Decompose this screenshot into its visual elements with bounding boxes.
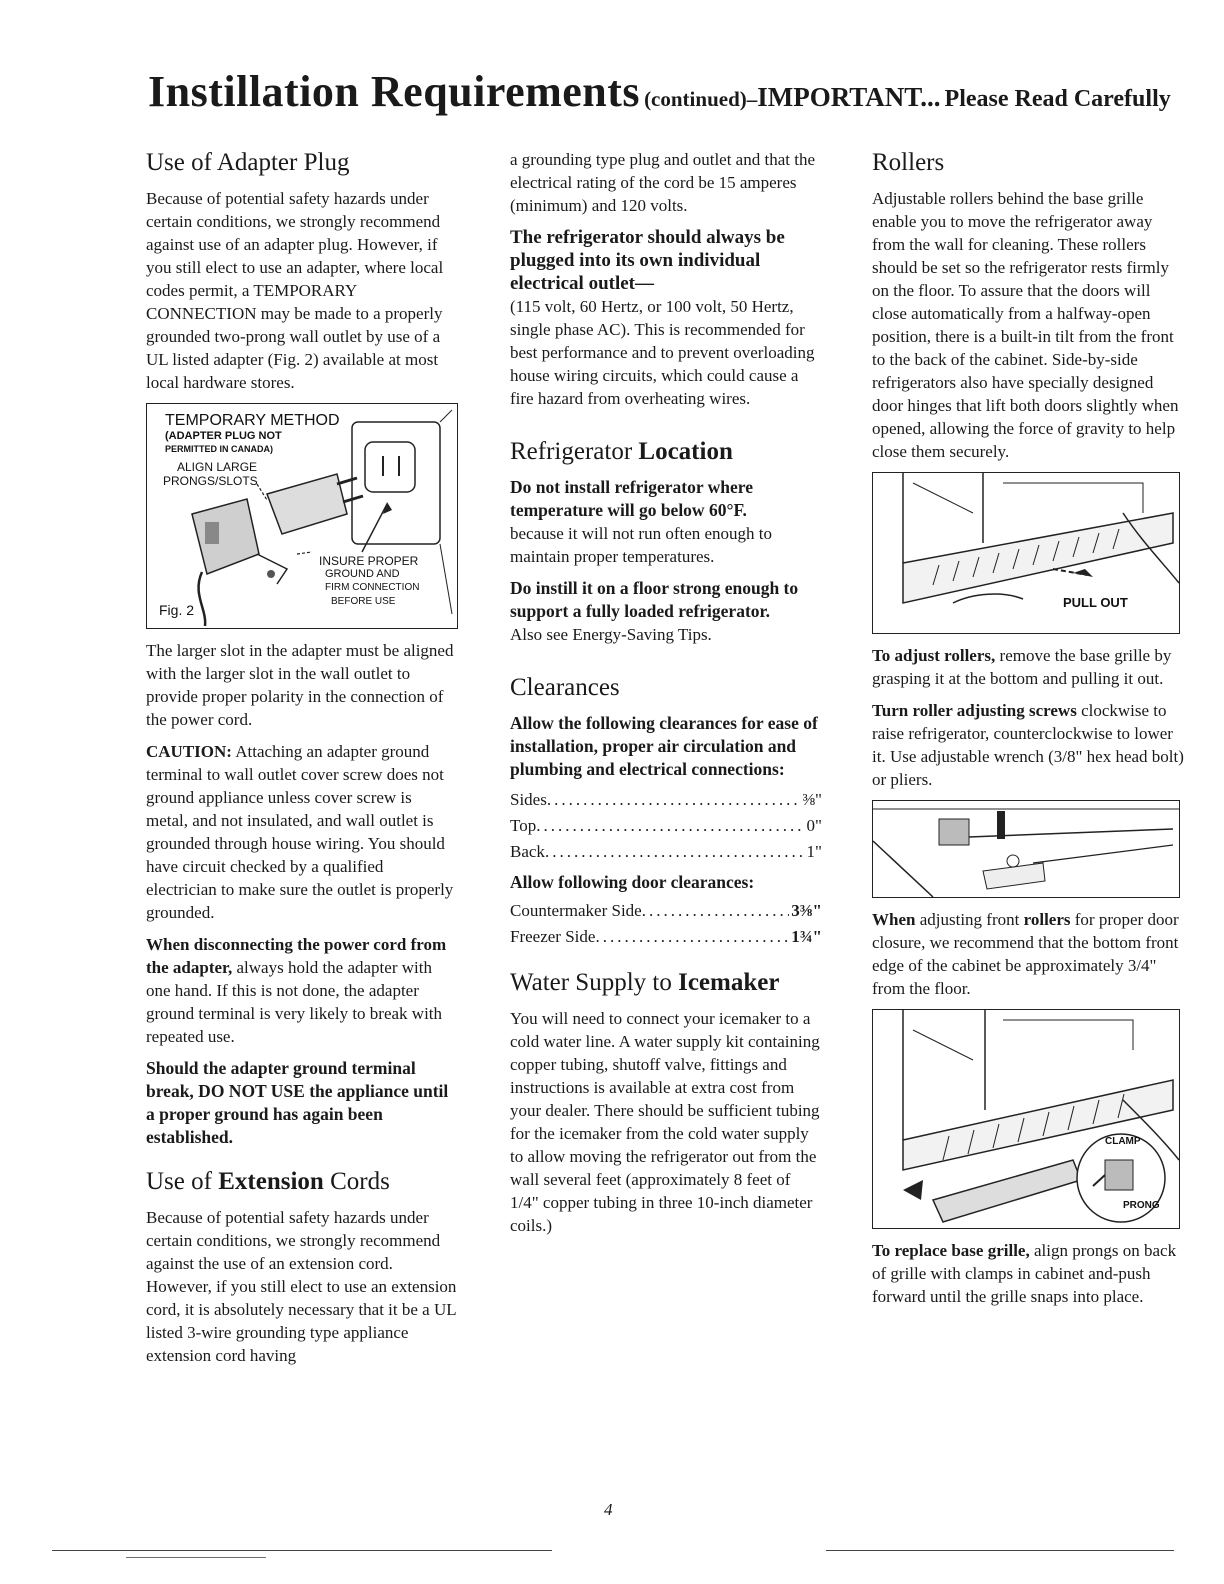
outlet-text: (115 volt, 60 Hertz, or 100 volt, 50 Hertz, single phase AC). This is recommended for best performance and to prevent overloading house wiring circuits, which could cause a fire hazard from overheating wires. — [510, 297, 815, 408]
adjust-text: remove the base grille by grasping it at the bottom and pulling it out. — [872, 646, 1172, 688]
location-text-2: Also see Energy-Saving Tips. — [510, 625, 712, 644]
clearance-row-back — [510, 839, 822, 865]
rollers-heading: Rollers — [872, 149, 945, 176]
extension-paragraph: Because of potential safety hazards under certain conditions, we strongly recommend against the use of an extension cord. However, if you still elect to use an extension cord, it is absolutely necessary that it be a UL listed 3-wire grounding type appliance extension cord having — [146, 1208, 457, 1365]
when-text-a: adjusting front — [919, 910, 1020, 929]
caution-text: Attaching an adapter ground terminal to wall outlet cover screw does not ground appliance unless cover screw is metal, and not insulated, and wall outlet is grounded through house wiring. You should have circuit checked by a qualified electrician to make sure the outlet is properly grounded. — [146, 742, 454, 922]
clamp-label: CLAMP — [1105, 1136, 1141, 1147]
fig2-label-before: BEFORE USE — [331, 596, 396, 607]
door-clearance-value: 1¾" — [791, 927, 822, 946]
title-read-carefully: Please Read Carefully — [944, 86, 1171, 112]
extension-heading-b: Extension — [218, 1168, 324, 1195]
replace-paragraph — [872, 1239, 1184, 1308]
fig2-label-ground: GROUND AND — [325, 568, 400, 580]
location-heading-b: Location — [638, 438, 733, 465]
turn-text: clockwise to raise refrigerator, counterclockwise to lower it. Use adjustable wrench (3/8" hex head bolt) or pliers. — [872, 701, 1184, 789]
adapter-heading: Use of Adapter Plug — [146, 149, 350, 176]
fig2-label-firm: FIRM CONNECTION — [325, 582, 420, 593]
clearance-row-top — [510, 813, 822, 839]
roller-screw-drawing — [873, 801, 1179, 897]
adapter-paragraph-2: The larger slot in the adapter must be aligned with the larger slot in the wall outlet to provide proper polarity in the connection of the power cord. — [146, 641, 454, 729]
fig-replace-grille — [872, 1009, 1180, 1229]
door-clearance-label: Countermaker Side — [510, 901, 642, 920]
page-number: 4 — [604, 1500, 613, 1519]
title-main: Instillation Requirements — [148, 67, 641, 116]
clearance-label: Top — [510, 816, 537, 835]
door-clearance-label: Freezer Side — [510, 927, 596, 946]
clearance-label: Back — [510, 842, 545, 861]
title-continued: (continued)– — [644, 87, 758, 111]
disconnect-text: always hold the adapter with one hand. If this is not done, the adapter ground terminal is very likely to break with repeated use. — [146, 958, 443, 1046]
water-heading — [510, 968, 822, 997]
clearances-heading: Clearances — [510, 674, 620, 701]
ground-warning: Should the adapter ground terminal break, DO NOT USE the appliance until a proper ground has again been established. — [146, 1058, 449, 1147]
location-lead-2: Do instill it on a floor strong enough to support a fully loaded refrigerator. — [510, 578, 799, 621]
location-lead-1: Do not install refrigerator where temperature will go below 60°F. — [510, 477, 754, 520]
extension-heading-a: Use of — [146, 1168, 212, 1195]
footer-rule-right — [826, 1550, 1174, 1551]
pull-out-drawing — [873, 473, 1179, 633]
turn-lead: Turn roller adjusting screws — [872, 701, 1077, 720]
when-lead: When — [872, 910, 916, 929]
when-text-b: for proper door closure, we recommend that the bottom front edge of the cabinet be approximately 3/4" from the floor. — [872, 910, 1179, 998]
clearance-value: 1" — [806, 842, 822, 861]
fig2-label-prongs: PRONGS/SLOTS — [163, 474, 258, 488]
location-text-1: because it will not run often enough to maintain proper temperatures. — [510, 524, 773, 566]
clearances-lead: Allow the following clearances for ease of installation, proper air circulation and plumbing and electrical connections: — [510, 713, 818, 779]
fig-pull-out-grille — [872, 472, 1180, 634]
column-left — [146, 148, 458, 1376]
location-heading-a: Refrigerator — [510, 438, 633, 465]
adjust-lead: To adjust rollers, — [872, 646, 996, 665]
clearance-value: ⅜" — [802, 790, 822, 809]
column-middle — [510, 148, 822, 1246]
disconnect-paragraph — [146, 933, 458, 1048]
replace-lead: To replace base grille, — [872, 1241, 1030, 1260]
fig2-adapter-illustration — [146, 403, 458, 629]
fig2-label-permitted: PERMITTED IN CANADA) — [165, 444, 273, 454]
cord-rating-paragraph: a grounding type plug and outlet and that the electrical rating of the cord be 15 amperes (minimum) and 120 volts. — [510, 150, 815, 215]
water-heading-a: Water Supply to — [510, 969, 672, 996]
column-right — [872, 148, 1184, 1317]
fig2-label-insure: INSURE PROPER — [319, 554, 419, 568]
footer-rule-left — [52, 1550, 552, 1551]
location-heading — [510, 437, 822, 466]
fig2-label-fig: Fig. 2 — [159, 602, 195, 618]
prong-label: PRONG — [1123, 1200, 1160, 1211]
clearance-row-sides — [510, 787, 822, 813]
fig2-label-align: ALIGN LARGE — [177, 460, 258, 474]
when-bold: rollers — [1023, 910, 1071, 929]
rollers-text: Adjustable rollers behind the base grille enable you to move the refrigerator away from the wall for cleaning. These rollers should be set so the refrigerator rests firmly on the floor. To assure that the doors will close automatically from a halfway-open position, there is a built-in tilt from the front to the back of the cabinet. Side-by-side refrigerators also have specially designed door hinges that lift both doors slightly when opened, allowing the force of gravity to help close them securely. — [872, 189, 1179, 461]
pull-out-label: PULL OUT — [1063, 595, 1128, 610]
caution-paragraph — [146, 740, 458, 924]
extension-heading-c: Cords — [330, 1168, 390, 1195]
caution-label: CAUTION: — [146, 742, 232, 761]
clearance-label: Sides — [510, 790, 547, 809]
water-heading-b: Icemaker — [678, 969, 780, 996]
fig2-label-method: TEMPORARY METHOD — [165, 412, 340, 429]
page-title — [148, 66, 1171, 117]
water-text: You will need to connect your icemaker to a cold water line. A water supply kit containing copper tubing, shutoff valve, fittings and instructions is available at extra cost from your dealer. There should be sufficient tubing for the icemaker from the cold water supply to allow moving the refrigerator out from the wall several feet (approximately 8 feet of 1/4" copper tubing in three 10-inch diameter coils.) — [510, 1009, 820, 1235]
turn-paragraph — [872, 699, 1184, 791]
adapter-paragraph-1: Because of potential safety hazards under certain conditions, we strongly recommend against use of an adapter plug. However, if you still elect to use an adapter, where local codes permit, a TEMPORARY CONNECTION may be made to a properly grounded two-prong wall outlet by use of a UL listed adapter (Fig. 2) available at most local hardware stores. — [146, 189, 444, 392]
footer-rule-blue — [126, 1557, 266, 1558]
replace-text: align prongs on back of grille with clamps in cabinet and-push forward until the grille snaps into place. — [872, 1241, 1177, 1306]
title-important: IMPORTANT... — [757, 82, 941, 112]
outlet-lead: The refrigerator should always be plugged into its own individual electrical outlet— — [510, 227, 785, 294]
when-paragraph — [872, 908, 1184, 1000]
adjust-paragraph — [872, 644, 1184, 690]
door-clearance-row-freezer — [510, 924, 822, 950]
clearance-value: 0" — [806, 816, 822, 835]
extension-heading — [146, 1167, 458, 1196]
door-clearance-row-countermaker — [510, 898, 822, 924]
disconnect-lead: When disconnecting the power cord from the adapter, — [146, 935, 447, 977]
door-clearance-value: 3⅜" — [791, 901, 822, 920]
replace-grille-drawing — [873, 1010, 1179, 1228]
door-clearances-lead: Allow following door clearances: — [510, 872, 755, 892]
fig-roller-screw — [872, 800, 1180, 898]
fig2-label-adapter: (ADAPTER PLUG NOT — [165, 430, 282, 442]
